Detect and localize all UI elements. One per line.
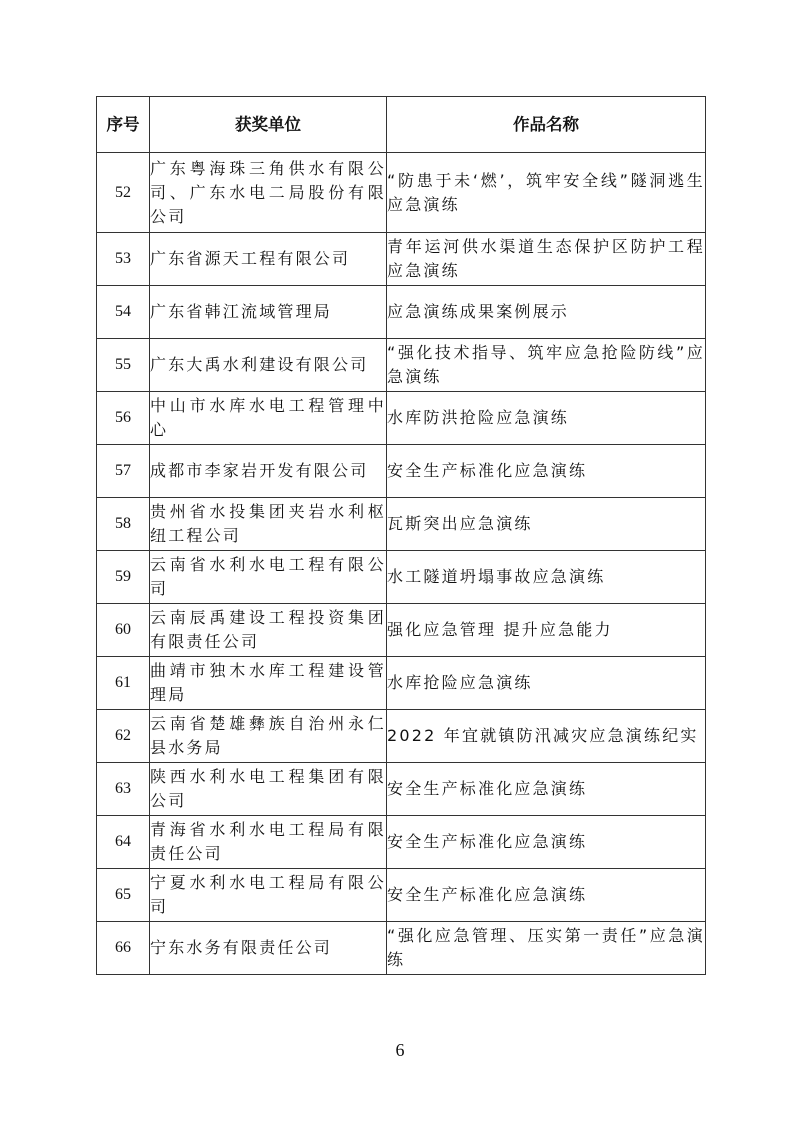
table-header-row bbox=[97, 97, 706, 153]
header-work-title: 作品名称 bbox=[387, 97, 706, 153]
row-work: 水库抢险应急演练 bbox=[387, 657, 706, 710]
header-serial-number: 序号 bbox=[97, 97, 150, 153]
table-row bbox=[97, 445, 706, 498]
table-row bbox=[97, 816, 706, 869]
row-number: 59 bbox=[97, 551, 150, 604]
row-number: 52 bbox=[97, 153, 150, 233]
awards-table bbox=[96, 96, 706, 975]
row-number: 56 bbox=[97, 392, 150, 445]
row-work: 应急演练成果案例展示 bbox=[387, 286, 706, 339]
row-unit: 云南省水利水电工程有限公司 bbox=[150, 551, 387, 604]
row-work: “强化应急管理、压实第一责任”应急演练 bbox=[387, 922, 706, 975]
row-work: “防患于未‘燃’，筑牢安全线”隧洞逃生应急演练 bbox=[387, 153, 706, 233]
row-work: 安全生产标准化应急演练 bbox=[387, 445, 706, 498]
row-number: 55 bbox=[97, 339, 150, 392]
table-row bbox=[97, 551, 706, 604]
row-work: “强化技术指导、筑牢应急抢险防线”应急演练 bbox=[387, 339, 706, 392]
row-number: 61 bbox=[97, 657, 150, 710]
row-number: 57 bbox=[97, 445, 150, 498]
header-award-unit: 获奖单位 bbox=[150, 97, 387, 153]
row-work: 2022 年宜就镇防汛减灾应急演练纪实 bbox=[387, 710, 706, 763]
row-unit: 宁东水务有限责任公司 bbox=[150, 922, 387, 975]
row-work: 青年运河供水渠道生态保护区防护工程应急演练 bbox=[387, 233, 706, 286]
row-work: 安全生产标准化应急演练 bbox=[387, 869, 706, 922]
table-row bbox=[97, 604, 706, 657]
table-row bbox=[97, 233, 706, 286]
table-row bbox=[97, 339, 706, 392]
row-number: 54 bbox=[97, 286, 150, 339]
row-unit: 青海省水利水电工程局有限责任公司 bbox=[150, 816, 387, 869]
row-number: 63 bbox=[97, 763, 150, 816]
row-work: 水库防洪抢险应急演练 bbox=[387, 392, 706, 445]
row-unit: 广东省韩江流域管理局 bbox=[150, 286, 387, 339]
row-number: 64 bbox=[97, 816, 150, 869]
row-unit: 云南辰禹建设工程投资集团有限责任公司 bbox=[150, 604, 387, 657]
row-work: 瓦斯突出应急演练 bbox=[387, 498, 706, 551]
row-number: 66 bbox=[97, 922, 150, 975]
row-unit: 广东省源天工程有限公司 bbox=[150, 233, 387, 286]
row-unit: 曲靖市独木水库工程建设管理局 bbox=[150, 657, 387, 710]
row-unit: 广东大禹水利建设有限公司 bbox=[150, 339, 387, 392]
row-unit: 宁夏水利水电工程局有限公司 bbox=[150, 869, 387, 922]
table-row bbox=[97, 763, 706, 816]
row-work: 安全生产标准化应急演练 bbox=[387, 816, 706, 869]
row-number: 58 bbox=[97, 498, 150, 551]
row-number: 62 bbox=[97, 710, 150, 763]
row-number: 60 bbox=[97, 604, 150, 657]
table-row bbox=[97, 710, 706, 763]
row-work: 水工隧道坍塌事故应急演练 bbox=[387, 551, 706, 604]
row-number: 65 bbox=[97, 869, 150, 922]
table-row bbox=[97, 922, 706, 975]
table-row bbox=[97, 869, 706, 922]
table-row bbox=[97, 392, 706, 445]
row-unit: 广东粤海珠三角供水有限公司、广东水电二局股份有限公司 bbox=[150, 153, 387, 233]
row-unit: 陕西水利水电工程集团有限公司 bbox=[150, 763, 387, 816]
table-row bbox=[97, 153, 706, 233]
table-row bbox=[97, 286, 706, 339]
row-work: 强化应急管理 提升应急能力 bbox=[387, 604, 706, 657]
row-unit: 中山市水库水电工程管理中心 bbox=[150, 392, 387, 445]
page-number: 6 bbox=[395, 1040, 405, 1060]
row-unit: 云南省楚雄彝族自治州永仁县水务局 bbox=[150, 710, 387, 763]
row-unit: 贵州省水投集团夹岩水利枢纽工程公司 bbox=[150, 498, 387, 551]
row-unit: 成都市李家岩开发有限公司 bbox=[150, 445, 387, 498]
table-row bbox=[97, 498, 706, 551]
row-number: 53 bbox=[97, 233, 150, 286]
row-work: 安全生产标准化应急演练 bbox=[387, 763, 706, 816]
table-row bbox=[97, 657, 706, 710]
